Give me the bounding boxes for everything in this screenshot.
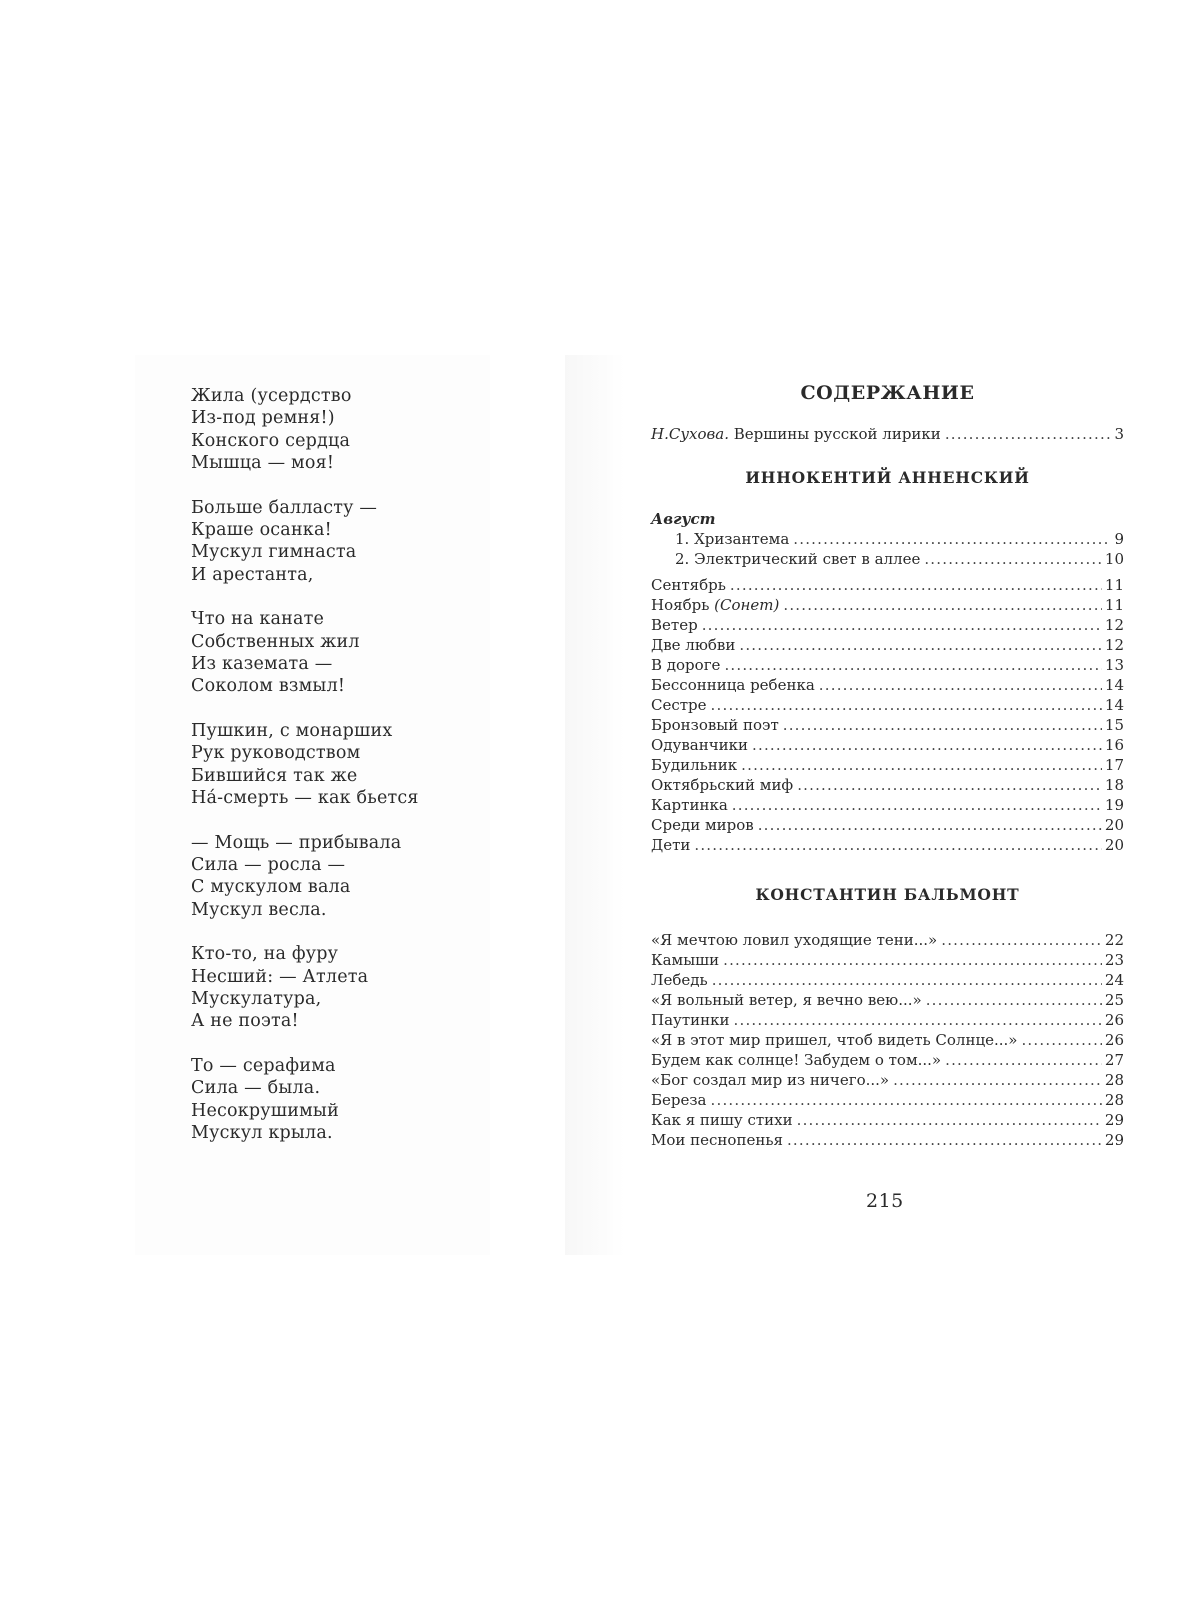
toc-entry[interactable]: [651, 615, 1124, 635]
toc-entry[interactable]: [651, 950, 1124, 970]
toc-entry[interactable]: [651, 795, 1124, 815]
page-ref: 25: [1104, 991, 1124, 1009]
poem-line: Из-под ремня!): [191, 408, 335, 429]
toc-entry[interactable]: [651, 529, 1124, 549]
poem-line: Мускул гимнаста: [191, 542, 357, 563]
toc-entry[interactable]: [651, 755, 1124, 775]
leader-dots: [793, 529, 1111, 549]
page-ref: 26: [1104, 1031, 1124, 1049]
toc-entry[interactable]: [651, 695, 1124, 715]
leader-dots: [734, 1010, 1102, 1030]
entry-title: «Бог создал мир из ничего...»: [651, 1071, 890, 1089]
poem-line: Что на канате: [191, 609, 325, 630]
page-ref: 26: [1104, 1011, 1124, 1029]
poem: [191, 385, 491, 1166]
page-ref: 15: [1104, 716, 1124, 734]
toc-entry[interactable]: [651, 1110, 1124, 1130]
entry-title: «Я в этот мир пришел, чтоб видеть Солнце...»: [651, 1031, 1018, 1049]
stanza: [191, 1055, 491, 1145]
intro-title: Вершины русской лирики: [733, 425, 941, 443]
gutter-shadow: [565, 355, 625, 1255]
poem-line: Мускул весла.: [191, 899, 327, 920]
poem-line: На́-смерть — как бьется: [191, 788, 419, 809]
poem-line: Пушкин, с монарших: [191, 720, 393, 741]
entry-title: Лебедь: [651, 971, 708, 989]
entry-title: Картинка: [651, 796, 728, 814]
entry-title: В дороге: [651, 656, 721, 674]
toc-entry[interactable]: [651, 675, 1124, 695]
entry-title: Две любви: [651, 636, 736, 654]
toc-entry[interactable]: [651, 990, 1124, 1010]
entry-title: 1. Хризантема: [675, 530, 790, 548]
poem-line: Собственных жил: [191, 631, 360, 652]
entry-title: Одуванчики: [651, 736, 749, 754]
entry-title: Среди миров: [651, 816, 754, 834]
entry-title: Сестре: [651, 696, 707, 714]
page-ref: 29: [1104, 1131, 1124, 1149]
page-ref: 20: [1104, 836, 1124, 854]
toc-entry[interactable]: [651, 1030, 1124, 1050]
page-ref: 29: [1104, 1111, 1124, 1129]
page-ref: 9: [1114, 530, 1124, 548]
leader-dots: [724, 655, 1101, 675]
toc-entry[interactable]: [651, 1130, 1124, 1150]
leader-dots: [730, 575, 1102, 595]
poem-line: Больше балласту —: [191, 497, 378, 518]
poem-line: Бившийся так же: [191, 765, 358, 786]
entry-title: Будильник: [651, 756, 738, 774]
intro-author: Н.Сухова.: [651, 425, 729, 443]
leader-dots: [893, 1070, 1102, 1090]
leader-dots: [945, 1050, 1102, 1070]
poem-line: То — серафима: [191, 1055, 336, 1076]
stanza: [191, 943, 491, 1033]
poem-line: Краше осанка!: [191, 520, 332, 541]
toc-title: СОДЕРЖАНИЕ: [800, 382, 975, 404]
leader-dots: [702, 615, 1102, 635]
poem-line: Конского сердца: [191, 430, 351, 451]
leader-dots: [1021, 1030, 1101, 1050]
leader-dots: [924, 549, 1102, 569]
poem-line: Мускулатура,: [191, 988, 322, 1009]
entry-title: 2. Электрический свет в аллее: [675, 550, 921, 568]
poem-line: С мускулом вала: [191, 877, 351, 898]
entry-title: Ноябрь: [651, 596, 710, 614]
poem-line: — Мощь — прибывала: [191, 832, 402, 853]
page-ref: 24: [1104, 971, 1124, 989]
entry-title: Паутинки: [651, 1011, 730, 1029]
entry-note: (Сонет): [714, 596, 780, 614]
toc-entry[interactable]: [651, 930, 1124, 950]
stanza: [191, 385, 491, 475]
poem-line: Кто-то, на фуру: [191, 944, 339, 965]
page-ref: 27: [1104, 1051, 1124, 1069]
page-number: 215: [866, 1190, 904, 1212]
poem-line: А не поэта!: [191, 1011, 299, 1032]
leader-dots: [741, 755, 1102, 775]
leader-dots: [945, 424, 1112, 444]
toc-entry[interactable]: [651, 575, 1124, 595]
entry-title: Мои песнопенья: [651, 1131, 783, 1149]
stanza: [191, 832, 491, 922]
entry-title: Будем как солнце! Забудем о том...»: [651, 1051, 942, 1069]
toc-entry[interactable]: [651, 655, 1124, 675]
poem-line: Сила — была.: [191, 1078, 321, 1099]
entry-title: Камыши: [651, 951, 720, 969]
page-ref: 22: [1104, 931, 1124, 949]
toc-entry[interactable]: [651, 1050, 1124, 1070]
page-ref: 17: [1104, 756, 1124, 774]
leader-dots: [783, 595, 1102, 615]
toc-entry[interactable]: [651, 549, 1124, 569]
entry-title: Береза: [651, 1091, 707, 1109]
leader-dots: [797, 1110, 1102, 1130]
page-ref: 11: [1104, 576, 1124, 594]
toc-entry[interactable]: [651, 1010, 1124, 1030]
toc-entry-intro[interactable]: [651, 424, 1124, 444]
leader-dots: [694, 835, 1102, 855]
toc-entry[interactable]: [651, 1070, 1124, 1090]
table-of-contents: [651, 382, 1124, 1150]
poem-line: Из каземата —: [191, 654, 333, 675]
section-heading-balmont: КОНСТАНТИН БАЛЬМОНТ: [755, 885, 1020, 904]
leader-dots: [758, 815, 1102, 835]
page-ref: 3: [1114, 425, 1124, 443]
leader-dots: [797, 775, 1102, 795]
leader-dots: [787, 1130, 1102, 1150]
leader-dots: [819, 675, 1102, 695]
poem-line: Несокрушимый: [191, 1100, 339, 1121]
toc-entry[interactable]: [651, 775, 1124, 795]
entry-title: «Я вольный ветер, я вечно вею...»: [651, 991, 922, 1009]
leader-dots: [941, 930, 1102, 950]
page-ref: 10: [1104, 550, 1124, 568]
leader-dots: [783, 715, 1102, 735]
page-ref: 12: [1104, 636, 1124, 654]
leader-dots: [926, 990, 1102, 1010]
group-label-august: Август: [651, 510, 716, 528]
poem-line: Мускул крыла.: [191, 1122, 333, 1143]
toc-entry[interactable]: [651, 635, 1124, 655]
page-ref: 14: [1104, 676, 1124, 694]
entry-title: Бронзовый поэт: [651, 716, 779, 734]
page-ref: 14: [1104, 696, 1124, 714]
leader-dots: [739, 635, 1102, 655]
leader-dots: [723, 950, 1102, 970]
page-ref: 28: [1104, 1091, 1124, 1109]
toc-entry[interactable]: [651, 595, 1124, 615]
toc-entry[interactable]: [651, 715, 1124, 735]
page-ref: 18: [1104, 776, 1124, 794]
page-ref: 23: [1104, 951, 1124, 969]
toc-entry[interactable]: [651, 1090, 1124, 1110]
poem-line: Соколом взмыл!: [191, 676, 346, 697]
stanza: [191, 720, 491, 810]
leader-dots: [712, 970, 1102, 990]
page-ref: 20: [1104, 816, 1124, 834]
leader-dots: [752, 735, 1102, 755]
page-ref: 11: [1104, 596, 1124, 614]
toc-entry[interactable]: [651, 815, 1124, 835]
page-ref: 16: [1104, 736, 1124, 754]
leader-dots: [711, 1090, 1102, 1110]
leader-dots: [711, 695, 1102, 715]
section-heading-annensky: ИННОКЕНТИЙ АННЕНСКИЙ: [745, 468, 1030, 487]
leader-dots: [732, 795, 1102, 815]
entry-title: Как я пишу стихи: [651, 1111, 793, 1129]
page-ref: 28: [1104, 1071, 1124, 1089]
poem-line: Сила — росла —: [191, 854, 346, 875]
entry-title: Сентябрь: [651, 576, 726, 594]
entry-title: Октябрьский миф: [651, 776, 794, 794]
entry-title: Бессонница ребенка: [651, 676, 815, 694]
page-ref: 12: [1104, 616, 1124, 634]
toc-entry[interactable]: [651, 735, 1124, 755]
stanza: [191, 608, 491, 698]
poem-line: Несший: — Атлета: [191, 966, 369, 987]
toc-entry[interactable]: [651, 970, 1124, 990]
toc-entry[interactable]: [651, 835, 1124, 855]
poem-line: Жила (усердство: [191, 386, 352, 406]
entry-title: Дети: [651, 836, 691, 854]
entry-title: «Я мечтою ловил уходящие тени...»: [651, 931, 938, 949]
page-ref: 13: [1104, 656, 1124, 674]
poem-line: И арестанта,: [191, 564, 314, 585]
page-ref: 19: [1104, 796, 1124, 814]
poem-line: Рук руководством: [191, 743, 361, 764]
entry-title: Ветер: [651, 616, 698, 634]
poem-line: Мышца — моя!: [191, 453, 335, 474]
stanza: [191, 497, 491, 587]
